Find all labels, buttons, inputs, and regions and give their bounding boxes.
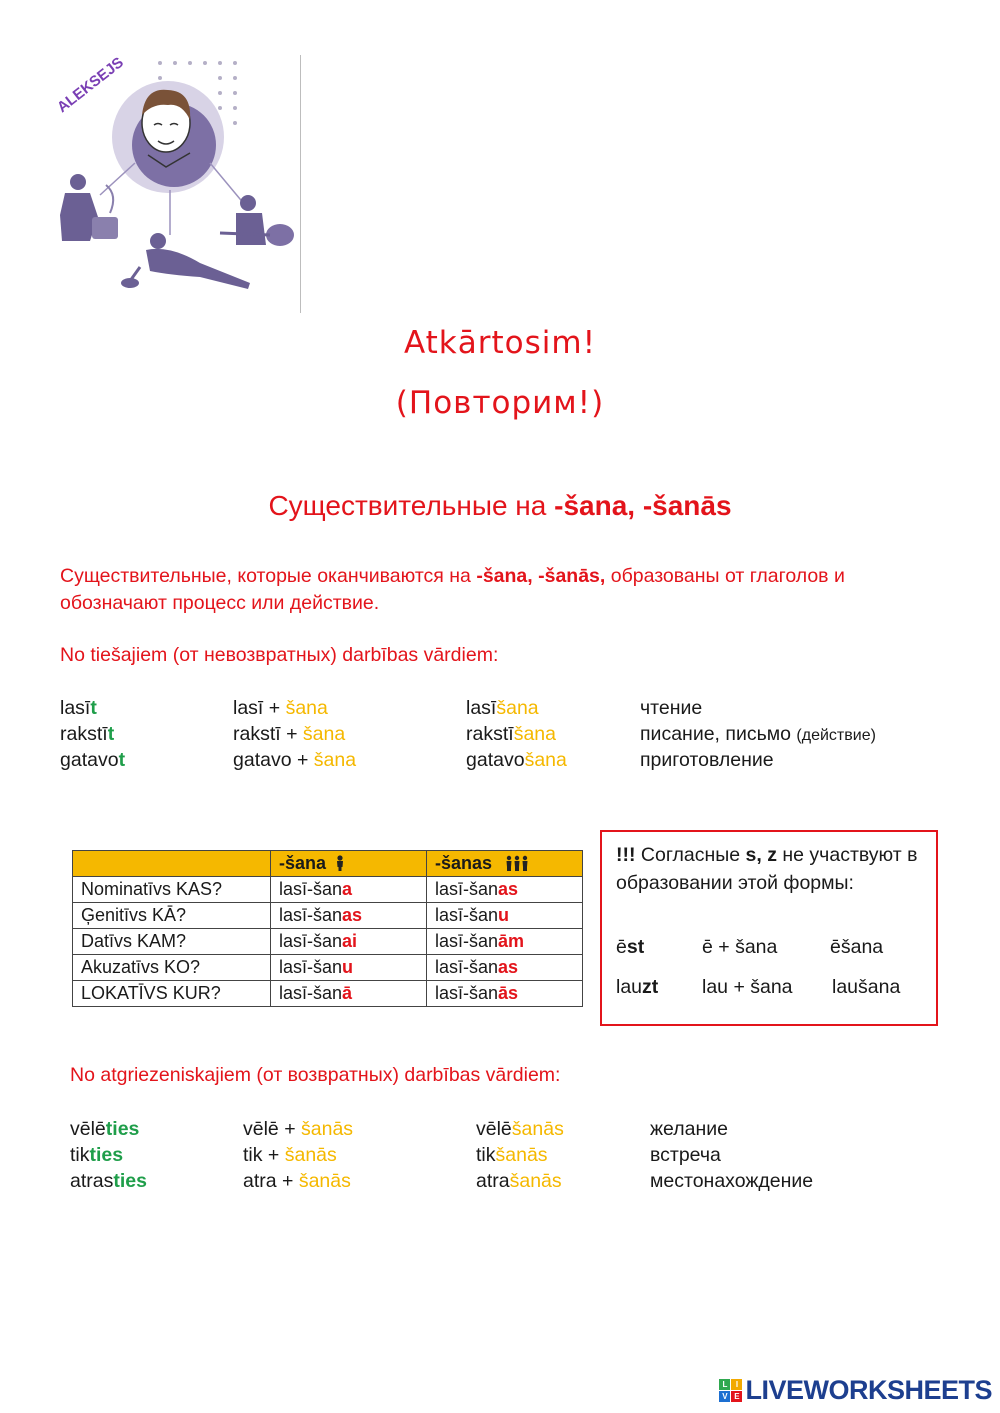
liveworksheets-logo[interactable] <box>719 1375 992 1406</box>
case-cell: Nominatīvs KAS? <box>73 877 271 903</box>
s1-verb: rakstīt <box>60 723 115 745</box>
plural-cell: lasī-šanu <box>427 903 583 929</box>
name-badge: ALEKSEJS <box>53 53 127 117</box>
s2-verb: vēlēties <box>70 1118 140 1140</box>
intro-bold: -šana, -šanās, <box>476 565 606 587</box>
s1-noun: lasīšana <box>466 697 539 719</box>
singular-cell: lasī-šanu <box>271 955 427 981</box>
table-row <box>73 929 583 955</box>
s2-split: tik + šanās <box>243 1144 337 1166</box>
table-row <box>73 903 583 929</box>
main-title-prefix: Существительные на <box>268 490 555 521</box>
main-title-suffix: -šana, -šanās <box>554 490 732 521</box>
s2-verb: atrasties <box>70 1170 147 1192</box>
curling-silhouette <box>121 233 250 289</box>
s2-noun: vēlēšanās <box>476 1118 564 1140</box>
s2-verb: tikties <box>70 1144 124 1166</box>
intro-paragraph <box>60 563 900 617</box>
section1-title: No tiešajiem (от невозвратных) darbības vārdiem: <box>60 644 499 666</box>
title-latvian: Atkārtosim! <box>403 325 597 361</box>
s1-noun: gatavošana <box>466 749 567 771</box>
note-example-noun: laušana <box>832 976 901 998</box>
s2-translation: местонахождение <box>650 1170 814 1192</box>
singular-cell: lasī-šanai <box>271 929 427 955</box>
singular-cell: lasī-šanas <box>271 903 427 929</box>
plural-cell: lasī-šanas <box>427 877 583 903</box>
intro-part1: Существительные, которые оканчиваются на <box>60 565 477 587</box>
consonant-note-box <box>600 830 938 1026</box>
case-cell: Akuzatīvs KO? <box>73 955 271 981</box>
note-letters: s, z <box>745 844 777 866</box>
note-example-noun: ēšana <box>830 936 884 958</box>
note-text: !!! Согласные s, z не участвуют в образовании этой формы: <box>616 844 918 894</box>
singular-cell: lasī-šanā <box>271 981 427 1007</box>
s2-split: vēlē + šanās <box>243 1118 354 1140</box>
table-header-row <box>73 851 583 877</box>
s2-translation: желание <box>650 1118 728 1140</box>
s2-split: atra + šanās <box>243 1170 351 1192</box>
case-cell: Datīvs KAM? <box>73 929 271 955</box>
intro-part2: образованы от глаголов и обозначают процесс или действие. <box>60 565 845 614</box>
plural-cell: lasī-šanas <box>427 955 583 981</box>
case-cell: Ģenitīvs KĀ? <box>73 903 271 929</box>
note-example-split: ē + šana <box>702 936 778 958</box>
header-divider <box>300 55 301 313</box>
s1-split: gatavo + šana <box>233 749 357 771</box>
note-exclaim: !!! <box>616 844 636 866</box>
s2-translation: встреча <box>650 1144 721 1166</box>
singular-cell: lasī-šana <box>271 877 427 903</box>
s1-split: lasī + šana <box>233 697 328 719</box>
declension-table <box>72 850 583 1007</box>
header-case <box>73 851 271 877</box>
title-russian: (Повторим!) <box>395 385 605 421</box>
header-illustration <box>50 45 310 315</box>
s1-noun: rakstīšana <box>466 723 556 745</box>
section2-title: No atgriezeniskajiem (от возвратных) darbības vārdiem: <box>70 1064 561 1086</box>
header-plural: -šanas <box>427 851 583 877</box>
hobbies-illustration <box>50 45 310 315</box>
person-icon <box>335 855 345 871</box>
s2-noun: tikšanās <box>476 1144 548 1166</box>
table-row <box>73 955 583 981</box>
liveworksheets-brand: LIVEWORKSHEETS <box>745 1375 992 1405</box>
liveworksheets-grid-icon: L I V E <box>719 1379 742 1402</box>
table-row <box>73 981 583 1007</box>
table-row <box>73 877 583 903</box>
header-singular: -šana <box>271 851 427 877</box>
plural-cell: lasī-šanām <box>427 929 583 955</box>
people-icon <box>505 855 529 871</box>
guitar-silhouette <box>220 195 294 246</box>
s1-translation: приготовление <box>640 749 774 771</box>
s1-translation: писание, письмо (действие) <box>640 723 876 745</box>
plural-cell: lasī-šanās <box>427 981 583 1007</box>
s1-verb: lasīt <box>60 697 97 719</box>
case-cell: LOKATĪVS KUR? <box>73 981 271 1007</box>
main-title <box>0 490 1000 522</box>
s1-split: rakstī + šana <box>233 723 346 745</box>
note-example-verb: lauzt <box>616 976 659 998</box>
s1-translation: чтение <box>640 697 703 719</box>
note-example-split: lau + šana <box>702 976 793 998</box>
cooking-silhouette <box>60 174 118 241</box>
s2-noun: atrašanās <box>476 1170 562 1192</box>
note-example-verb: ēst <box>616 936 645 958</box>
s1-verb: gatavot <box>60 749 126 771</box>
